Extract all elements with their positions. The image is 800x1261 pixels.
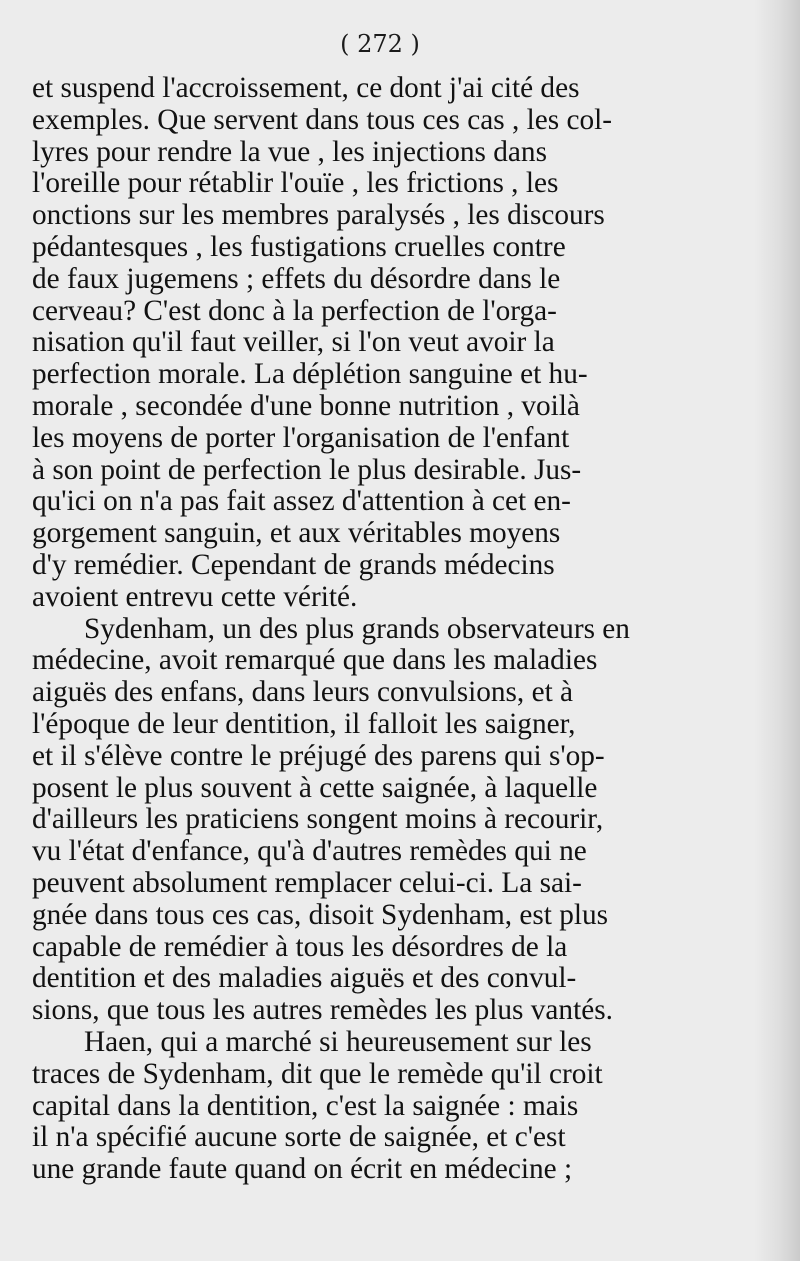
text-line: lyres pour rendre la vue , les injections dans [32,136,547,168]
text-line: qu'ici on n'a pas fait assez d'attention à cet en- [32,486,571,518]
text-line: de faux jugemens ; effets du désordre dans le [32,263,561,295]
text-line: vu l'état d'enfance, qu'à d'autres remèdes qui ne [32,836,587,868]
text-line: l'époque de leur dentition, il falloit les saigner, [32,708,576,740]
text-line: d'ailleurs les praticiens songent moins à recourir, [32,804,604,836]
text-line: pédantesques , les fustigations cruelles contre [32,231,566,263]
text-line: capable de remédier à tous les désordres de la [32,931,568,963]
text-line: gnée dans tous ces cas, disoit Sydenham, est plus [32,899,609,931]
text-line: les moyens de porter l'organisation de l'enfant [32,422,570,454]
text-line: gorgement sanguin, et aux véritables moyens [32,518,561,550]
text-line: nisation qu'il faut veiller, si l'on veut avoir la [32,327,555,359]
text-line: l'oreille pour rétablir l'ouïe , les frictions , les [32,168,559,200]
page-number: ( 272 ) [340,30,420,58]
text-line: et il s'élève contre le préjugé des parens qui s'op- [32,740,605,772]
text-line: médecine, avoit remarqué que dans les maladies [32,645,598,677]
body-text [32,73,762,1186]
text-line: perfection morale. La déplétion sanguine et hu- [32,359,588,391]
text-line: sions, que tous les autres remèdes les plus vantés. [32,995,613,1027]
paragraph-start-line: Sydenham, un des plus grands observateurs en [84,613,630,645]
text-line: peuvent absolument remplacer celui-ci. La sai- [32,867,582,899]
text-line: morale , secondée d'une bonne nutrition , voilà [32,390,580,422]
text-line: à son point de perfection le plus desirable. Jus- [32,454,582,486]
text-line: avoient entrevu cette vérité. [32,581,358,613]
text-line: d'y remédier. Cependant de grands médecins [32,549,555,581]
text-line: exemples. Que servent dans tous ces cas , les col- [32,104,613,136]
text-line: cerveau? C'est donc à la perfection de l'orga- [32,295,557,327]
text-line: il n'a spécifié aucune sorte de saignée, et c'est [32,1122,566,1154]
paragraph-start-line: Haen, qui a marché si heureusement sur les [84,1026,592,1058]
text-line: onctions sur les membres paralysés , les discours [32,200,605,232]
text-line: capital dans la dentition, c'est la saignée : mais [32,1090,579,1122]
text-line: traces de Sydenham, dit que le remède qu'il croit [32,1058,603,1090]
text-line: une grande faute quand on écrit en médecine ; [32,1154,573,1186]
text-line: et suspend l'accroissement, ce dont j'ai cité des [32,73,580,104]
text-line: aiguës des enfans, dans leurs convulsions, et à [32,677,574,709]
text-line: dentition et des maladies aiguës et des convul- [32,963,577,995]
text-line: posent le plus souvent à cette saignée, à laquelle [32,772,598,804]
